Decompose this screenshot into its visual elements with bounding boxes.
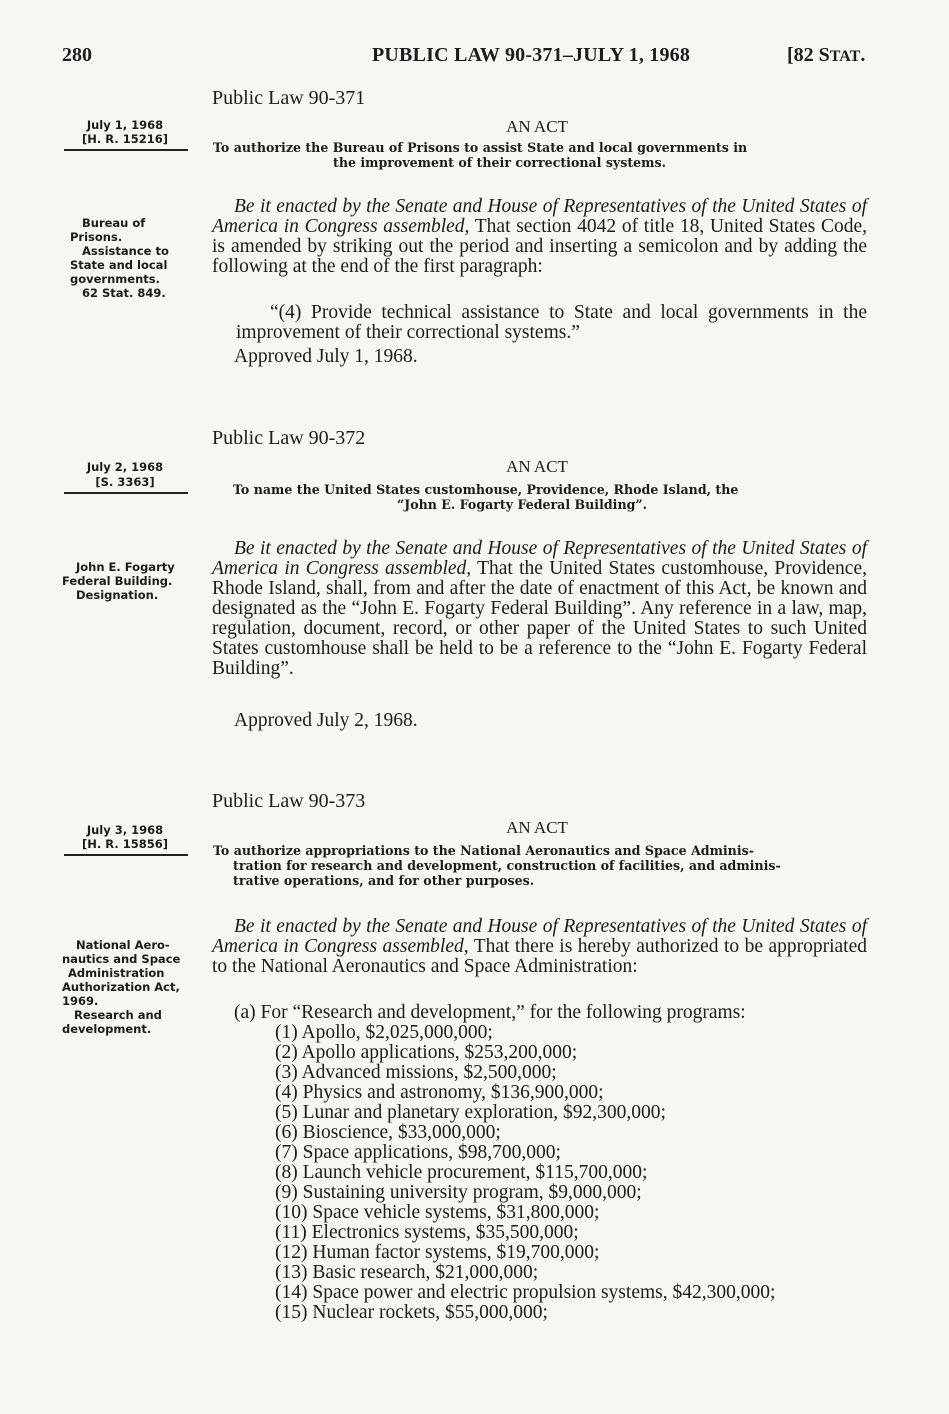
law1-body bbox=[212, 197, 867, 277]
list-item: (10) Space vehicle systems, $31,800,000; bbox=[275, 1202, 600, 1223]
list-item: (5) Lunar and planetary exploration, $92,300,000; bbox=[275, 1102, 666, 1123]
law3-margin-4: Authorization Act, bbox=[62, 980, 180, 994]
law3-body-text: That there is hereby authorized to be appropriated to the National Aeronautics and Space Administration: bbox=[212, 936, 867, 977]
law3-margin-2: nautics and Space bbox=[62, 952, 181, 966]
list-item: (7) Space applications, $98,700,000; bbox=[275, 1142, 561, 1163]
law1-enacting-clause: Be it enacted by the Senate and House of Representatives of the United States of America in Congress assembled, bbox=[212, 196, 867, 237]
law3-margin-1: National Aero- bbox=[76, 938, 170, 952]
law1-date: July 1, 1968 bbox=[86, 118, 164, 132]
law3-margin-6: Research and bbox=[74, 1008, 162, 1022]
law2-enacting-clause: Be it enacted by the Senate and House of Representatives of the United States of America in Congress assembled, bbox=[212, 538, 867, 579]
law3-purpose-line2: tration for research and development, construction of facilities, and adminis- bbox=[233, 858, 781, 873]
stat-reference bbox=[787, 44, 865, 67]
law3-bill: [H. R. 15856] bbox=[82, 837, 168, 851]
law3-enacting-clause: Be it enacted by the Senate and House of Representatives of the United States of America in Congress assembled, bbox=[212, 916, 867, 957]
list-item: (6) Bioscience, $33,000,000; bbox=[275, 1122, 501, 1143]
law3-margin-7: development. bbox=[62, 1022, 152, 1036]
law1-body-text: That section 4042 of title 18, United States Code, is amended by striking out the period and inserting a semicolon and by adding the following at the end of the first paragraph: bbox=[212, 216, 867, 277]
stat-ref-open: [82 S bbox=[787, 44, 830, 66]
law3-margin-note bbox=[62, 938, 180, 1036]
law3-body bbox=[212, 917, 867, 977]
list-item: (9) Sustaining university program, $9,000,000; bbox=[275, 1182, 642, 1203]
law2-purpose bbox=[233, 482, 853, 512]
list-item: (11) Electronics systems, $35,500,000; bbox=[275, 1222, 579, 1243]
list-item: (4) Physics and astronomy, $136,900,000; bbox=[275, 1082, 604, 1103]
law2-purpose-line1: To name the United States customhouse, Providence, Rhode Island, the bbox=[233, 482, 739, 497]
law1-act-label: AN ACT bbox=[506, 117, 568, 136]
law2-purpose-line2: “John E. Fogarty Federal Building”. bbox=[397, 497, 648, 512]
stat-ref-small: TAT bbox=[829, 48, 861, 65]
law3-purpose-line3: trative operations, and for other purposes. bbox=[233, 873, 535, 888]
law1-margin-3: Assistance to bbox=[82, 244, 169, 258]
list-item: (1) Apollo, $2,025,000,000; bbox=[275, 1022, 493, 1043]
law3-margin-3: Administration bbox=[68, 966, 165, 980]
running-head: PUBLIC LAW 90-371–JULY 1, 1968 bbox=[372, 44, 691, 66]
law2-margin-note bbox=[62, 560, 175, 602]
law3-purpose-line1: To authorize appropriations to the National Aeronautics and Space Adminis- bbox=[213, 843, 754, 858]
law3-divider bbox=[64, 854, 188, 856]
law2-date: July 2, 1968 bbox=[86, 460, 164, 474]
law1-purpose bbox=[213, 140, 869, 170]
law1-margin-1: Bureau of bbox=[82, 216, 146, 230]
law1-bill: [H. R. 15216] bbox=[82, 132, 168, 146]
law1-approved: Approved July 1, 1968. bbox=[234, 346, 418, 367]
list-item: (12) Human factor systems, $19,700,000; bbox=[275, 1242, 600, 1263]
law1-margin-2: Prisons. bbox=[70, 230, 123, 244]
law1-margin-4: State and local bbox=[70, 258, 168, 272]
law-title-90-371: Public Law 90-371 bbox=[212, 87, 366, 109]
law2-margin-1: John E. Fogarty bbox=[76, 560, 175, 574]
law2-body-text: That the United States customhouse, Providence, Rhode Island, shall, from and after the date of enactment of this Act, be known and designated as the “John E. Fogarty Federal Building”. Any reference in a law, map, regulation, document, record, or other paper of the United States to such United States customhouse shall be held to be a reference to the “John E. Fogarty Federal Building”. bbox=[212, 558, 867, 679]
law2-margin-2: Federal Building. bbox=[62, 574, 173, 588]
law2-margin-3: Designation. bbox=[76, 588, 159, 602]
law2-body bbox=[212, 539, 867, 679]
law-title-90-372: Public Law 90-372 bbox=[212, 427, 366, 449]
law1-purpose-line1: To authorize the Bureau of Prisons to assist State and local governments in bbox=[213, 140, 748, 155]
law1-quote: “(4) Provide technical assistance to State and local governments in the improvement of their correctional systems.” bbox=[236, 302, 867, 343]
law2-act-label: AN ACT bbox=[506, 457, 568, 476]
law2-bill: [S. 3363] bbox=[95, 475, 155, 489]
law1-margin-5: governments. bbox=[70, 272, 160, 286]
law2-divider bbox=[64, 492, 188, 494]
list-item: (8) Launch vehicle procurement, $115,700,000; bbox=[275, 1162, 648, 1183]
law3-date: July 3, 1968 bbox=[86, 823, 164, 837]
list-item: (15) Nuclear rockets, $55,000,000; bbox=[275, 1302, 548, 1323]
law2-approved: Approved July 2, 1968. bbox=[234, 710, 418, 731]
program-list bbox=[275, 1023, 775, 1323]
law1-margin-note bbox=[70, 216, 169, 300]
law3-margin-5: 1969. bbox=[62, 994, 99, 1008]
law1-purpose-line2: the improvement of their correctional systems. bbox=[333, 155, 666, 170]
stat-ref-close: . bbox=[860, 44, 866, 66]
law3-act-label: AN ACT bbox=[506, 818, 568, 837]
list-item: (2) Apollo applications, $253,200,000; bbox=[275, 1042, 578, 1063]
law3-subsection-a: (a) For “Research and development,” for the following programs: bbox=[234, 1002, 746, 1023]
law3-purpose bbox=[213, 843, 873, 888]
page-number: 280 bbox=[62, 44, 92, 66]
law-title-90-373: Public Law 90-373 bbox=[212, 790, 366, 812]
list-item: (13) Basic research, $21,000,000; bbox=[275, 1262, 539, 1283]
law1-margin-6: 62 Stat. 849. bbox=[82, 286, 166, 300]
list-item: (14) Space power and electric propulsion systems, $42,300,000; bbox=[275, 1282, 776, 1303]
law1-divider bbox=[64, 149, 188, 151]
list-item: (3) Advanced missions, $2,500,000; bbox=[275, 1062, 557, 1083]
